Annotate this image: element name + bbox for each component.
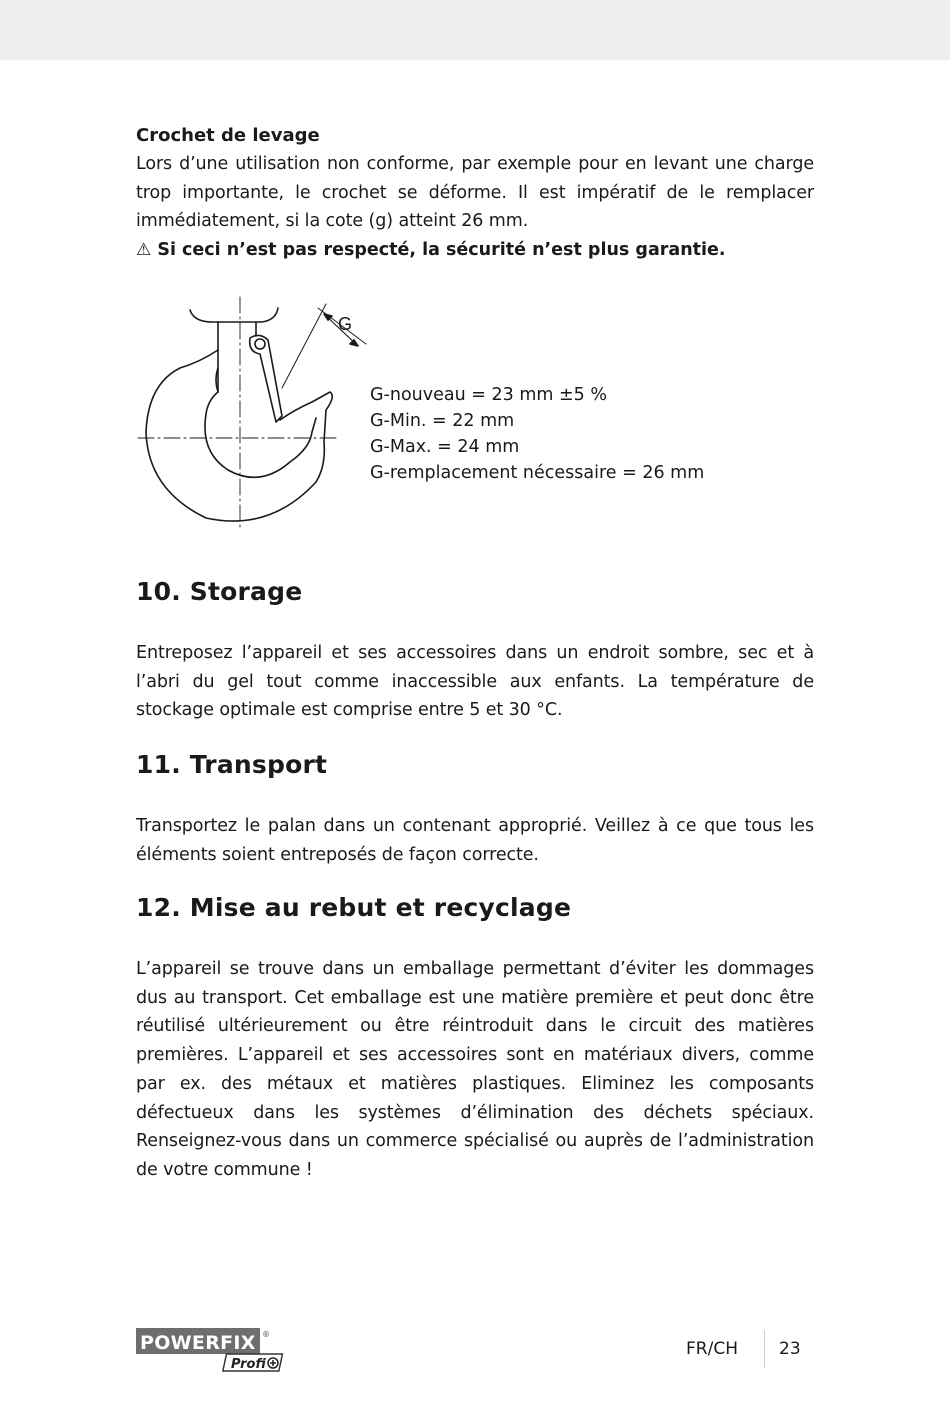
safety-latch bbox=[250, 335, 282, 422]
spec-new: G-nouveau = 23 mm ±5 % bbox=[370, 385, 607, 405]
section-text-storage: Entreposez l’appareil et ses accessoires dans un endroit sombre, sec et à l’abri du gel tout comme inaccessible aux enfants. La température de stockage optimale est comprise entre 5 et 30 °C. bbox=[136, 643, 814, 721]
hook-inner-curve bbox=[205, 392, 316, 477]
spec-replacement: G-remplacement nécessaire = 26 mm bbox=[370, 463, 705, 483]
hook-section-title: Crochet de levage bbox=[136, 125, 320, 146]
section-heading-disposal: 12. Mise au rebut et recyclage bbox=[136, 893, 572, 922]
logo-sub: Profi bbox=[231, 1357, 266, 1372]
logo-registered: ® bbox=[262, 1330, 270, 1339]
spec-max: G-Max. = 24 mm bbox=[370, 437, 520, 457]
section-heading-transport: 11. Transport bbox=[136, 750, 328, 779]
safety-warning bbox=[136, 236, 814, 264]
page-header-band bbox=[0, 0, 950, 60]
hook-section-paragraph: Lors d’une utilisation non conforme, par exemple pour en levant une charge trop importante, le crochet se déforme. Il est impératif de le remplacer immédiatement, si la cote (g) atteint 26 mm. bbox=[136, 154, 814, 232]
hook-section bbox=[136, 122, 814, 264]
hook-spec-list bbox=[370, 382, 704, 486]
footer-language: FR/CH bbox=[686, 1339, 738, 1359]
section-text-transport: Transportez le palan dans un contenant approprié. Veillez à ce que tous les éléments soient entreposés de façon correcte. bbox=[136, 816, 814, 865]
warning-icon: ⚠ bbox=[136, 240, 152, 261]
page-number: 23 bbox=[779, 1339, 801, 1359]
hook-shank-top bbox=[190, 308, 278, 322]
safety-warning-text: Si ceci n’est pas respecté, la sécurité n’est plus garantie. bbox=[157, 240, 726, 261]
dimension-arrow-bottom bbox=[350, 340, 358, 346]
section-text-disposal: L’appareil se trouve dans un emballage permettant d’éviter les dommages dus au transport. Cet emballage est une matière première et peut donc être réutilisé ultérieurement ou être réintroduit dans le circuit des matières premières. L’appareil et ses accessoires sont en matériaux divers, comme par ex. des métaux et matières plastiques. Eliminez les composants défectueux dans les systèmes d’élimination des déchets spéciaux. Renseignez-vous dans un commerce spécialisé ou auprès de l’administration de votre commune ! bbox=[136, 959, 814, 1180]
dimension-extension-1 bbox=[282, 304, 326, 388]
hook-outer-curve bbox=[146, 350, 332, 521]
hook-diagram bbox=[130, 292, 370, 532]
dimension-label: G bbox=[338, 314, 353, 334]
dimension-arrow-top bbox=[324, 314, 332, 320]
latch-pin bbox=[255, 339, 265, 349]
section-heading-storage: 10. Storage bbox=[136, 577, 303, 606]
footer-divider bbox=[764, 1330, 765, 1368]
powerfix-logo bbox=[136, 1328, 286, 1374]
logo-brand: POWERFIX bbox=[140, 1332, 256, 1354]
spec-min: G-Min. = 22 mm bbox=[370, 411, 515, 431]
